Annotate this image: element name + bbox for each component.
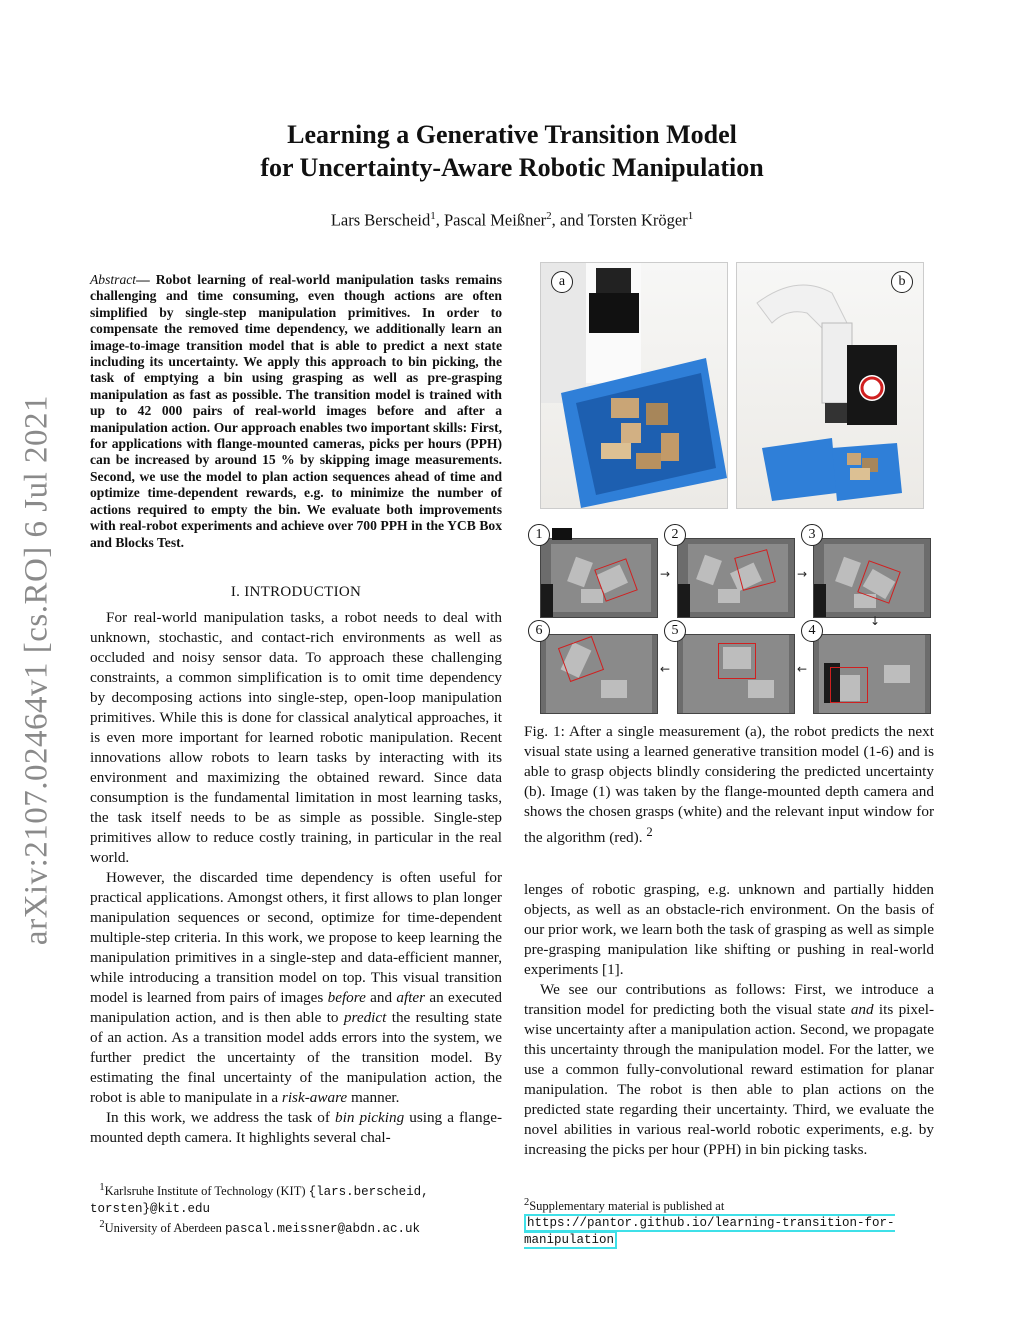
depth-image-5 bbox=[677, 634, 795, 714]
title-line-2: for Uncertainty-Aware Robotic Manipulation bbox=[260, 153, 764, 182]
robot-bin-photo-a bbox=[541, 263, 727, 508]
badge-b: b bbox=[891, 271, 913, 293]
author-list: Lars Berscheid$^1$, Pascal Meißner$^2$, and Torsten Kröger$^1$ bbox=[330, 210, 694, 230]
arrow-down-icon: ↓ bbox=[870, 614, 881, 628]
caption-footnote-ref: 2 bbox=[646, 825, 653, 839]
supplementary-footnote: $^2$Supplementary material is published at https://pantor.github.io/learning-transition-for-manipulation bbox=[524, 1197, 895, 1248]
arrow-left-icon: ← bbox=[797, 662, 808, 676]
caption-prefix: Fig. 1: bbox=[524, 723, 570, 740]
affiliation-footnotes bbox=[90, 1180, 502, 1238]
title-line-1: Learning a Generative Transition Model bbox=[287, 120, 737, 149]
depth-image-1 bbox=[540, 538, 658, 618]
step-badge-1: 1 bbox=[528, 524, 550, 546]
step-badge-6: 6 bbox=[528, 620, 550, 642]
abstract-label: Abstract bbox=[90, 272, 137, 287]
introduction-body-continued bbox=[524, 880, 934, 1160]
footnote-affiliation-1: $^1$Karlsruhe Institute of Technology (KIT) {lars.berscheid, torsten}@kit.edu bbox=[90, 1182, 429, 1216]
figure-1-caption bbox=[524, 722, 934, 848]
depth-image-6 bbox=[540, 634, 658, 714]
author-2-affil: 2 bbox=[546, 210, 552, 222]
paper-title bbox=[160, 118, 864, 184]
abstract-text: Robot learning of real-world manipulation tasks remains challenging and time consuming, even though actions are often simplified by single-step manipulation primitives. In order to compensate the removed time dependency, we additionally learn an image-to-image transition model that is able to predict a next state including its uncertainty. We apply this approach to bin picking, the task of emptying a bin using grasping as well as pre-grasping manipulation as fast as possible. The transition model is trained with up to 42 000 pairs of real-world images before and after a manipulation action. Our approach enables two important skills: First, for applications with flange-mounted cameras, picks per hours (PPH) can be increased by around 15 % by skipping image measurements. Second, we use the model to plan action sequences ahead of time and optimize time-dependent rewards, e.g. to minimize the number of actions required to empty the bin. We evaluate both improvements with real-robot experiments and achieve over 700 PPH in the YCB Box and Blocks Test. bbox=[90, 272, 502, 550]
email-abdn: pascal.meissner@abdn.ac.uk bbox=[225, 1222, 421, 1237]
author-3-affil: 1 bbox=[687, 210, 694, 222]
email-kit: {lars.berscheid, torsten}@kit.edu bbox=[90, 1185, 429, 1216]
step-badge-3: 3 bbox=[801, 524, 823, 546]
intro-paragraph-3: In this work, we address the task of bin picking using a flange-mounted depth camera. It highlights several chal- bbox=[90, 1109, 503, 1146]
arrow-right-icon: → bbox=[660, 567, 671, 581]
depth-image-4 bbox=[813, 634, 931, 714]
supplementary-link[interactable]: https://pantor.github.io/learning-transition-for-manipulation bbox=[524, 1216, 895, 1248]
camera-icon bbox=[552, 528, 572, 540]
depth-image-3 bbox=[813, 538, 931, 618]
intro-paragraph-3-cont: lenges of robotic grasping, e.g. unknown and partially hidden objects, as well as an obstacle-rich environment. On the basis of our prior work, we learn both the task of grasping as well as simple pre-grasping manipulation like shifting or pushing in real-world experiments [1]. bbox=[524, 881, 934, 978]
photo-a-robot-camera bbox=[540, 262, 728, 509]
step-badge-2: 2 bbox=[664, 524, 686, 546]
contributions-paragraph: We see our contributions as follows: First, we introduce a transition model for predicting both the visual state and its pixel-wise uncertainty after a manipulation action. Second, we propagate this uncertainty through the manipulation model. For the latter, we use a common fully-convolutional reward estimation for planar manipulation. The robot is then able to plan actions on the predicted state regarding their uncertainty. Third, we evaluate the novel abilities in various real-world robotic experiments, e.g. by increasing the picks per hour (PPH) in bin picking tasks. bbox=[524, 981, 934, 1158]
author-2: Pascal Meißner bbox=[443, 210, 547, 230]
author-1-affil: 1 bbox=[430, 210, 436, 222]
abstract-dash: — bbox=[136, 272, 156, 287]
arxiv-stamp-text: arXiv:2107.02464v1 [cs.RO] 6 Jul 2021 bbox=[18, 394, 55, 946]
badge-a: a bbox=[551, 271, 573, 293]
abstract bbox=[90, 272, 502, 551]
introduction-body bbox=[90, 608, 502, 1148]
footnote-affiliation-2: $^2$University of Aberdeen pascal.meissner@abdn.ac.uk bbox=[99, 1219, 421, 1237]
step-badge-4: 4 bbox=[801, 620, 823, 642]
arxiv-stamp bbox=[12, 375, 62, 965]
step-badge-5: 5 bbox=[664, 620, 686, 642]
intro-paragraph-2: However, the discarded time dependency is often useful for practical applications. Amongst others, it first allows to plan longer manipulation sequences or second, optimize for time-dependent multiple-step criteria. In this work, we propose to keep learning the manipulation primitives in a single-step and data-efficient manner, while introducing a transition model on top. This visual transition model is learned from pairs of images before and after an executed manipulation action, and is then able to predict the resulting state of an action. As a transition model adds errors into the system, we further predict the uncertainty of the transition model. By estimating the final uncertainty of the manipulation action, the robot is able to manipulate in a risk-aware manner. bbox=[90, 869, 502, 1106]
photo-b-blind-grasp bbox=[736, 262, 924, 509]
intro-paragraph-1: For real-world manipulation tasks, a robot needs to deal with unknown, stochastic, and contact-rich environments as well as occluded and noisy sensor data. To approach these challenging constraints, a common simplification is to omit time dependency by decomposing actions into single-step, open-loop manipulation primitives. While this is done for classical analytical approaches, it is even more important for learned robotic manipulation. Recent innovations allow robots to learn tasks by interacting with its environment and maximizing the obtained reward. Since data consumption is the fundamental limitation in most learning tasks, the task itself needs to be as simple as possible. Single-step primitives allow to reduce costly training, in particular in the real world. bbox=[90, 609, 502, 866]
section-heading-introduction: I. INTRODUCTION bbox=[230, 584, 362, 600]
caption-text: After a single measurement (a), the robot predicts the next visual state using a learned generative transition model (1-6) and is able to grasp objects blindly considering the predicted uncertainty (b). Image (1) was taken by the flange-mounted depth camera and shows the chosen grasps (white) and the relevant input window for the algorithm (red). bbox=[524, 723, 934, 847]
figure-1 bbox=[535, 262, 930, 712]
robot-bin-photo-b bbox=[737, 263, 923, 508]
author-3: and Torsten Kröger bbox=[559, 210, 688, 230]
author-1: Lars Berscheid bbox=[330, 210, 431, 230]
arrow-right-icon: → bbox=[797, 567, 808, 581]
depth-image-2 bbox=[677, 538, 795, 618]
arrow-left-icon: ← bbox=[660, 662, 671, 676]
